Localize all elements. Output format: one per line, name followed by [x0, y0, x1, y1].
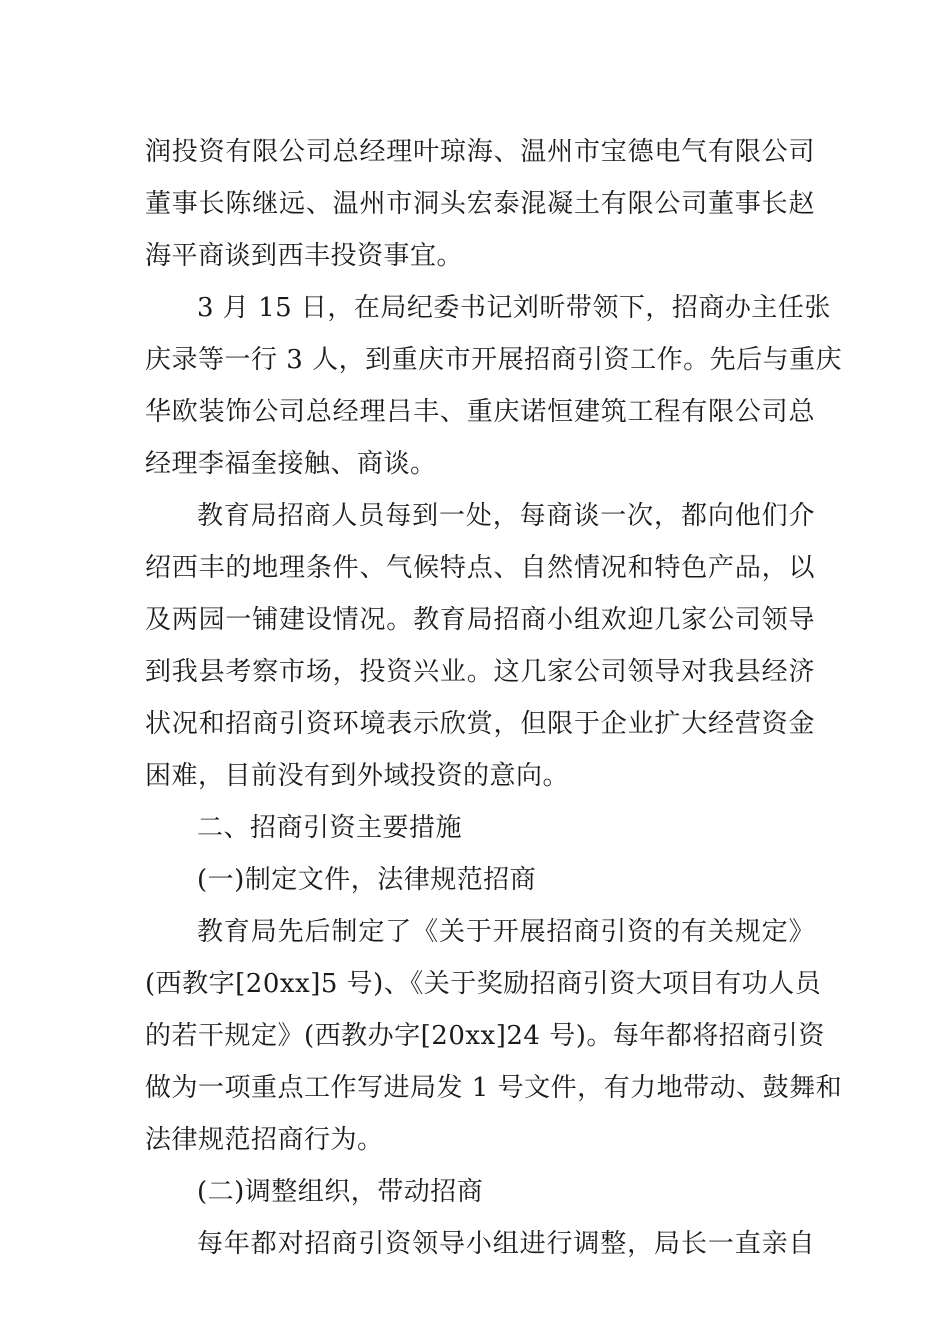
paragraph-line: (西教字[20xx]5 号)、《关于奖励招商引资大项目有功人员	[145, 969, 822, 999]
paragraph-line: 教育局招商人员每到一处，每商谈一次，都向他们介	[197, 501, 815, 531]
paragraph-line: 庆录等一行 3 人，到重庆市开展招商引资工作。先后与重庆	[145, 345, 843, 375]
paragraph-line: 到我县考察市场，投资兴业。这几家公司领导对我县经济	[145, 657, 815, 687]
paragraph-line: 的若干规定》(西教办字[20xx]24 号)。每年都将招商引资	[145, 1021, 825, 1051]
subsection-heading: (二)调整组织，带动招商	[197, 1177, 484, 1207]
subsection-heading: (一)制定文件，法律规范招商	[197, 865, 537, 895]
paragraph-line: 润投资有限公司总经理叶琼海、温州市宝德电气有限公司	[145, 137, 815, 167]
paragraph-line: 海平商谈到西丰投资事宜。	[145, 241, 464, 271]
paragraph-line: 绍西丰的地理条件、气候特点、自然情况和特色产品，以	[145, 553, 815, 583]
paragraph-line: 华欧装饰公司总经理吕丰、重庆诺恒建筑工程有限公司总	[145, 397, 815, 427]
paragraph-line: 教育局先后制定了《关于开展招商引资的有关规定》	[197, 917, 815, 947]
paragraph-line: 状况和招商引资环境表示欣赏，但限于企业扩大经营资金	[145, 709, 815, 739]
paragraph-line: 经理李福奎接触、商谈。	[145, 449, 437, 479]
paragraph-line: 及两园一铺建设情况。教育局招商小组欢迎几家公司领导	[145, 605, 815, 635]
paragraph-line: 做为一项重点工作写进局发 1 号文件，有力地带动、鼓舞和	[145, 1073, 843, 1103]
paragraph-line: 董事长陈继远、温州市洞头宏泰混凝土有限公司董事长赵	[145, 189, 815, 219]
paragraph-line: 每年都对招商引资领导小组进行调整，局长一直亲自	[197, 1229, 815, 1259]
section-heading: 二、招商引资主要措施	[197, 813, 463, 843]
paragraph-line: 法律规范招商行为。	[145, 1125, 384, 1155]
paragraph-line: 3 月 15 日，在局纪委书记刘昕带领下，招商办主任张	[197, 293, 831, 323]
paragraph-line: 困难，目前没有到外域投资的意向。	[145, 761, 570, 791]
